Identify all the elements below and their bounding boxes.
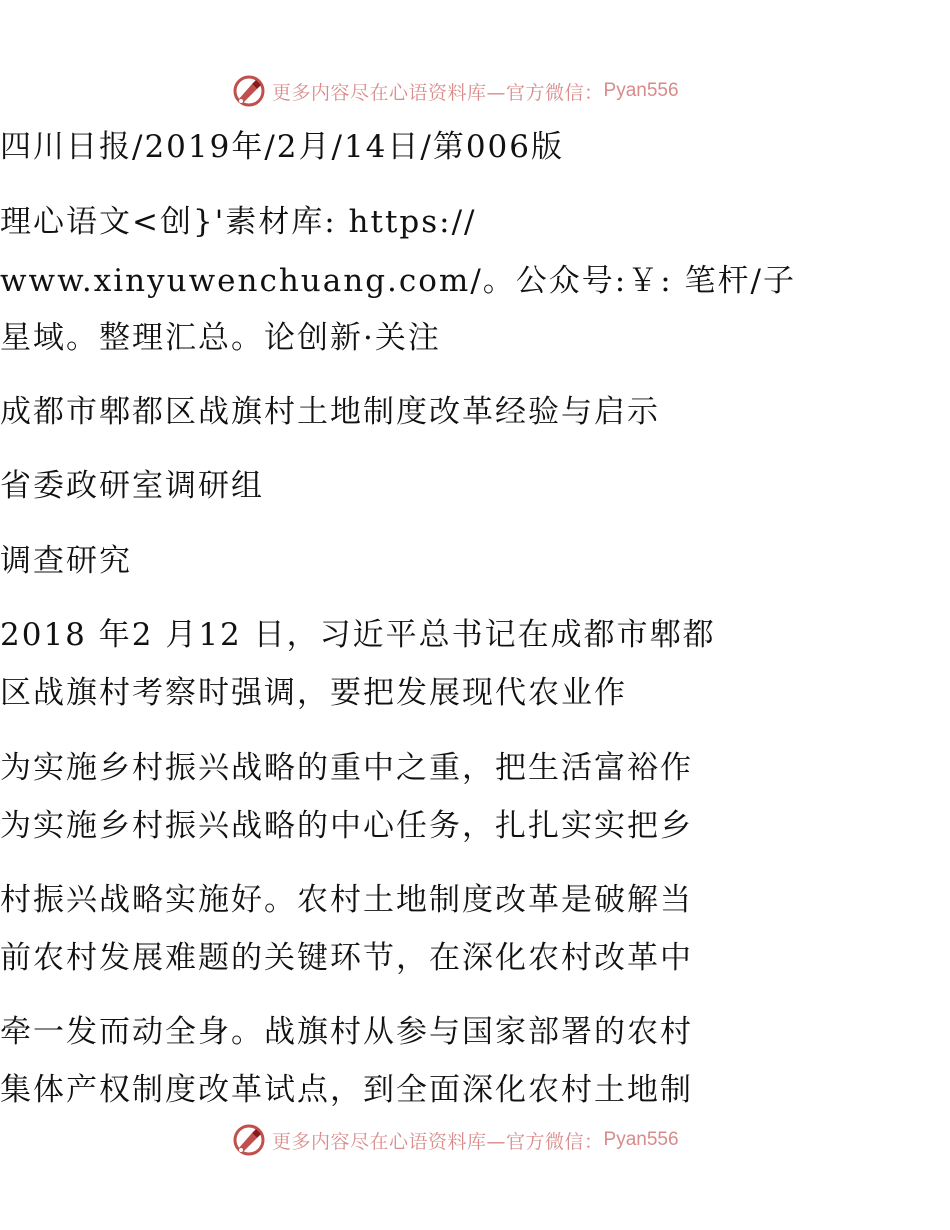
article-author: 省委政研室调研组: [0, 468, 264, 504]
watermark-text: 更多内容尽在心语资料库—官方微信：: [272, 1130, 604, 1153]
text-line: 集体产权制度改革试点，到全面深化农村土地制: [0, 1072, 693, 1108]
pen-logo-icon: [232, 1123, 266, 1157]
watermark-banner-top: [232, 73, 679, 109]
text-line: 理心语文<创}'素材库: https://: [0, 204, 477, 240]
pen-logo-icon: [232, 74, 266, 108]
text-line: 2018 年2 月12 日，习近平总书记在成都市郫都: [0, 617, 716, 653]
article-section: 调查研究: [0, 543, 132, 579]
text-line: 四川日报/2019年/2月/14日/第006版: [0, 129, 565, 165]
text-line: www.xinyuwenchuang.com/。公众号:￥: 笔杆/子: [0, 263, 796, 299]
watermark-banner-bottom: [232, 1122, 679, 1158]
watermark-wechat-id: Pyan556: [603, 1129, 679, 1150]
text-line: 前农村发展难题的关键环节，在深化农村改革中: [0, 940, 693, 976]
text-line: 星域。整理汇总。论创新·关注: [0, 320, 441, 356]
watermark-wechat-id: Pyan556: [603, 80, 679, 101]
text-line: 区战旗村考察时强调，要把发展现代农业作: [0, 675, 627, 711]
text-line: 村振兴战略实施好。农村土地制度改革是破解当: [0, 882, 693, 918]
text-line: 为实施乡村振兴战略的中心任务，扎扎实实把乡: [0, 808, 693, 844]
watermark-text: 更多内容尽在心语资料库—官方微信：: [272, 81, 604, 104]
text-line: 牵一发而动全身。战旗村从参与国家部署的农村: [0, 1014, 693, 1050]
article-title: 成都市郫都区战旗村土地制度改革经验与启示: [0, 394, 660, 430]
text-line: 为实施乡村振兴战略的重中之重，把生活富裕作: [0, 750, 693, 786]
